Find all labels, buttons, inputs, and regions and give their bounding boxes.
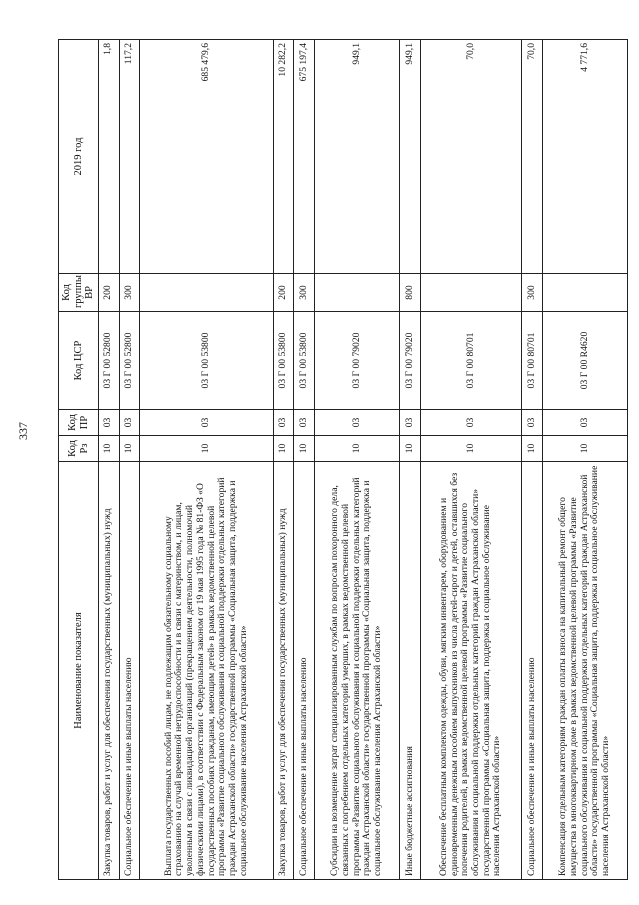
row-value: 1,8 [99,40,120,274]
row-vr: 300 [522,274,543,312]
row-rz: 10 [315,436,400,462]
row-pr: 03 [294,410,315,436]
row-vr: 800 [400,274,421,312]
table-row [522,40,543,880]
row-pr: 03 [315,410,400,436]
row-name: Иные бюджетные ассигнования [400,462,421,880]
row-rz: 10 [99,436,120,462]
page-number: 337 [16,422,30,440]
budget-table [58,39,628,880]
row-value: 70,0 [522,40,543,274]
row-name: Компенсация отдельным категориям граждан оплаты взноса на капитальный ремонт общего имущества в многоквартирном доме в рамках ведомственной целевой программы «Развитие социального обслуживания и социальной поддержки отдельных категорий граждан Астраханской области» государственной программы «Социальная защита, поддержка и социальное обслуживание населения Астраханской области» [542,462,627,880]
table-row [119,40,140,880]
row-value: 70,0 [420,40,521,274]
row-value: 10 282,2 [273,40,294,274]
row-rz: 10 [542,436,627,462]
row-csr: 03 Г 00 52800 [119,312,140,410]
row-vr [542,274,627,312]
row-pr: 03 [420,410,521,436]
row-pr: 03 [400,410,421,436]
row-vr: 300 [119,274,140,312]
row-csr: 03 Г 00 80701 [522,312,543,410]
header-pr: Код ПР [59,410,99,436]
row-csr: 03 Г 00 53800 [140,312,274,410]
row-name: Социальное обеспечение и иные выплаты населению [294,462,315,880]
row-value: 675 197,4 [294,40,315,274]
row-pr: 03 [119,410,140,436]
row-name: Социальное обеспечение и иные выплаты населению [522,462,543,880]
row-name: Социальное обеспечение и иные выплаты населению [119,462,140,880]
row-csr: 03 Г 00 52800 [99,312,120,410]
row-value: 4 771,6 [542,40,627,274]
row-rz: 10 [119,436,140,462]
row-vr [315,274,400,312]
row-name: Обеспечение бесплатным комплектом одежды, обуви, мягким инвентарем, оборудованием и единовременным денежным пособием выпускников из числа детей-сирот и детей, оставшихся без попечения родителей, в рамках ведомственной целевой программы «Развитие социального обслуживания и социальной поддержки отдельных категорий граждан Астраханской области» государственной программы «Социальная защита, поддержка и социальное обслуживание населения Астраханской области» [420,462,521,880]
row-rz: 10 [522,436,543,462]
table-row [400,40,421,880]
row-vr [420,274,521,312]
header-vr: Код группы ВР [59,274,99,312]
row-csr: 03 Г 00 R4620 [542,312,627,410]
row-rz: 10 [140,436,274,462]
row-name: Закупка товаров, работ и услуг для обеспечения государственных (муниципальных) нужд [273,462,294,880]
row-pr: 03 [542,410,627,436]
table-row [315,40,400,880]
row-csr: 03 Г 00 53800 [273,312,294,410]
row-vr: 300 [294,274,315,312]
table-row [273,40,294,880]
row-vr: 200 [273,274,294,312]
table-row [542,40,627,880]
row-rz: 10 [273,436,294,462]
header-name: Наименование показателя [59,462,99,880]
row-value: 949,1 [315,40,400,274]
row-name: Закупка товаров, работ и услуг для обеспечения государственных (муниципальных) нужд [99,462,120,880]
rotated-page-content [58,40,628,880]
row-vr: 200 [99,274,120,312]
row-pr: 03 [99,410,120,436]
row-pr: 03 [140,410,274,436]
row-csr: 03 Г 00 79020 [315,312,400,410]
row-vr [140,274,274,312]
table-row [294,40,315,880]
header-rz: Код Рз [59,436,99,462]
row-name: Выплата государственных пособий лицам, не подлежащим обязательному социальному страхованию на случай временной нетрудоспособности и в связи с материнством, и лицам, уволенным в связи с ликвидацией организаций (прекращением деятельности, полномочий физическими лицами), в соответствии с Федеральным законом от 19 мая 1995 года № 81-ФЗ «О государственных пособиях гражданам, имеющим детей» в рамках ведомственной целевой программы «Развитие социального обслуживания и социальной поддержки отдельных категорий граждан Астраханской области» государственной программы «Социальная защита, поддержка и социальное обслуживание населения Астраханской области» [140,462,274,880]
row-rz: 10 [400,436,421,462]
row-csr: 03 Г 00 53800 [294,312,315,410]
table-row [140,40,274,880]
table-row [420,40,521,880]
row-csr: 03 Г 00 79020 [400,312,421,410]
row-value: 117,2 [119,40,140,274]
header-csr: Код ЦСР [59,312,99,410]
row-name: Субсидии на возмещение затрат специализированным службам по вопросам похоронного дела, связанных с погребением отдельных категорий умерших, в рамках ведомственной целевой программы «Развитие социального обслуживания и социальной поддержки отдельных категорий граждан Астраханской области» государственной программы «Социальная защита, поддержка и социальное обслуживание населения Астраханской области» [315,462,400,880]
row-rz: 10 [294,436,315,462]
row-rz: 10 [420,436,521,462]
table-row [99,40,120,880]
row-pr: 03 [273,410,294,436]
header-year: 2019 год [59,40,99,274]
row-pr: 03 [522,410,543,436]
row-csr: 03 Г 00 80701 [420,312,521,410]
row-value: 949,1 [400,40,421,274]
table-header-row [59,40,99,880]
row-value: 685 479,6 [140,40,274,274]
